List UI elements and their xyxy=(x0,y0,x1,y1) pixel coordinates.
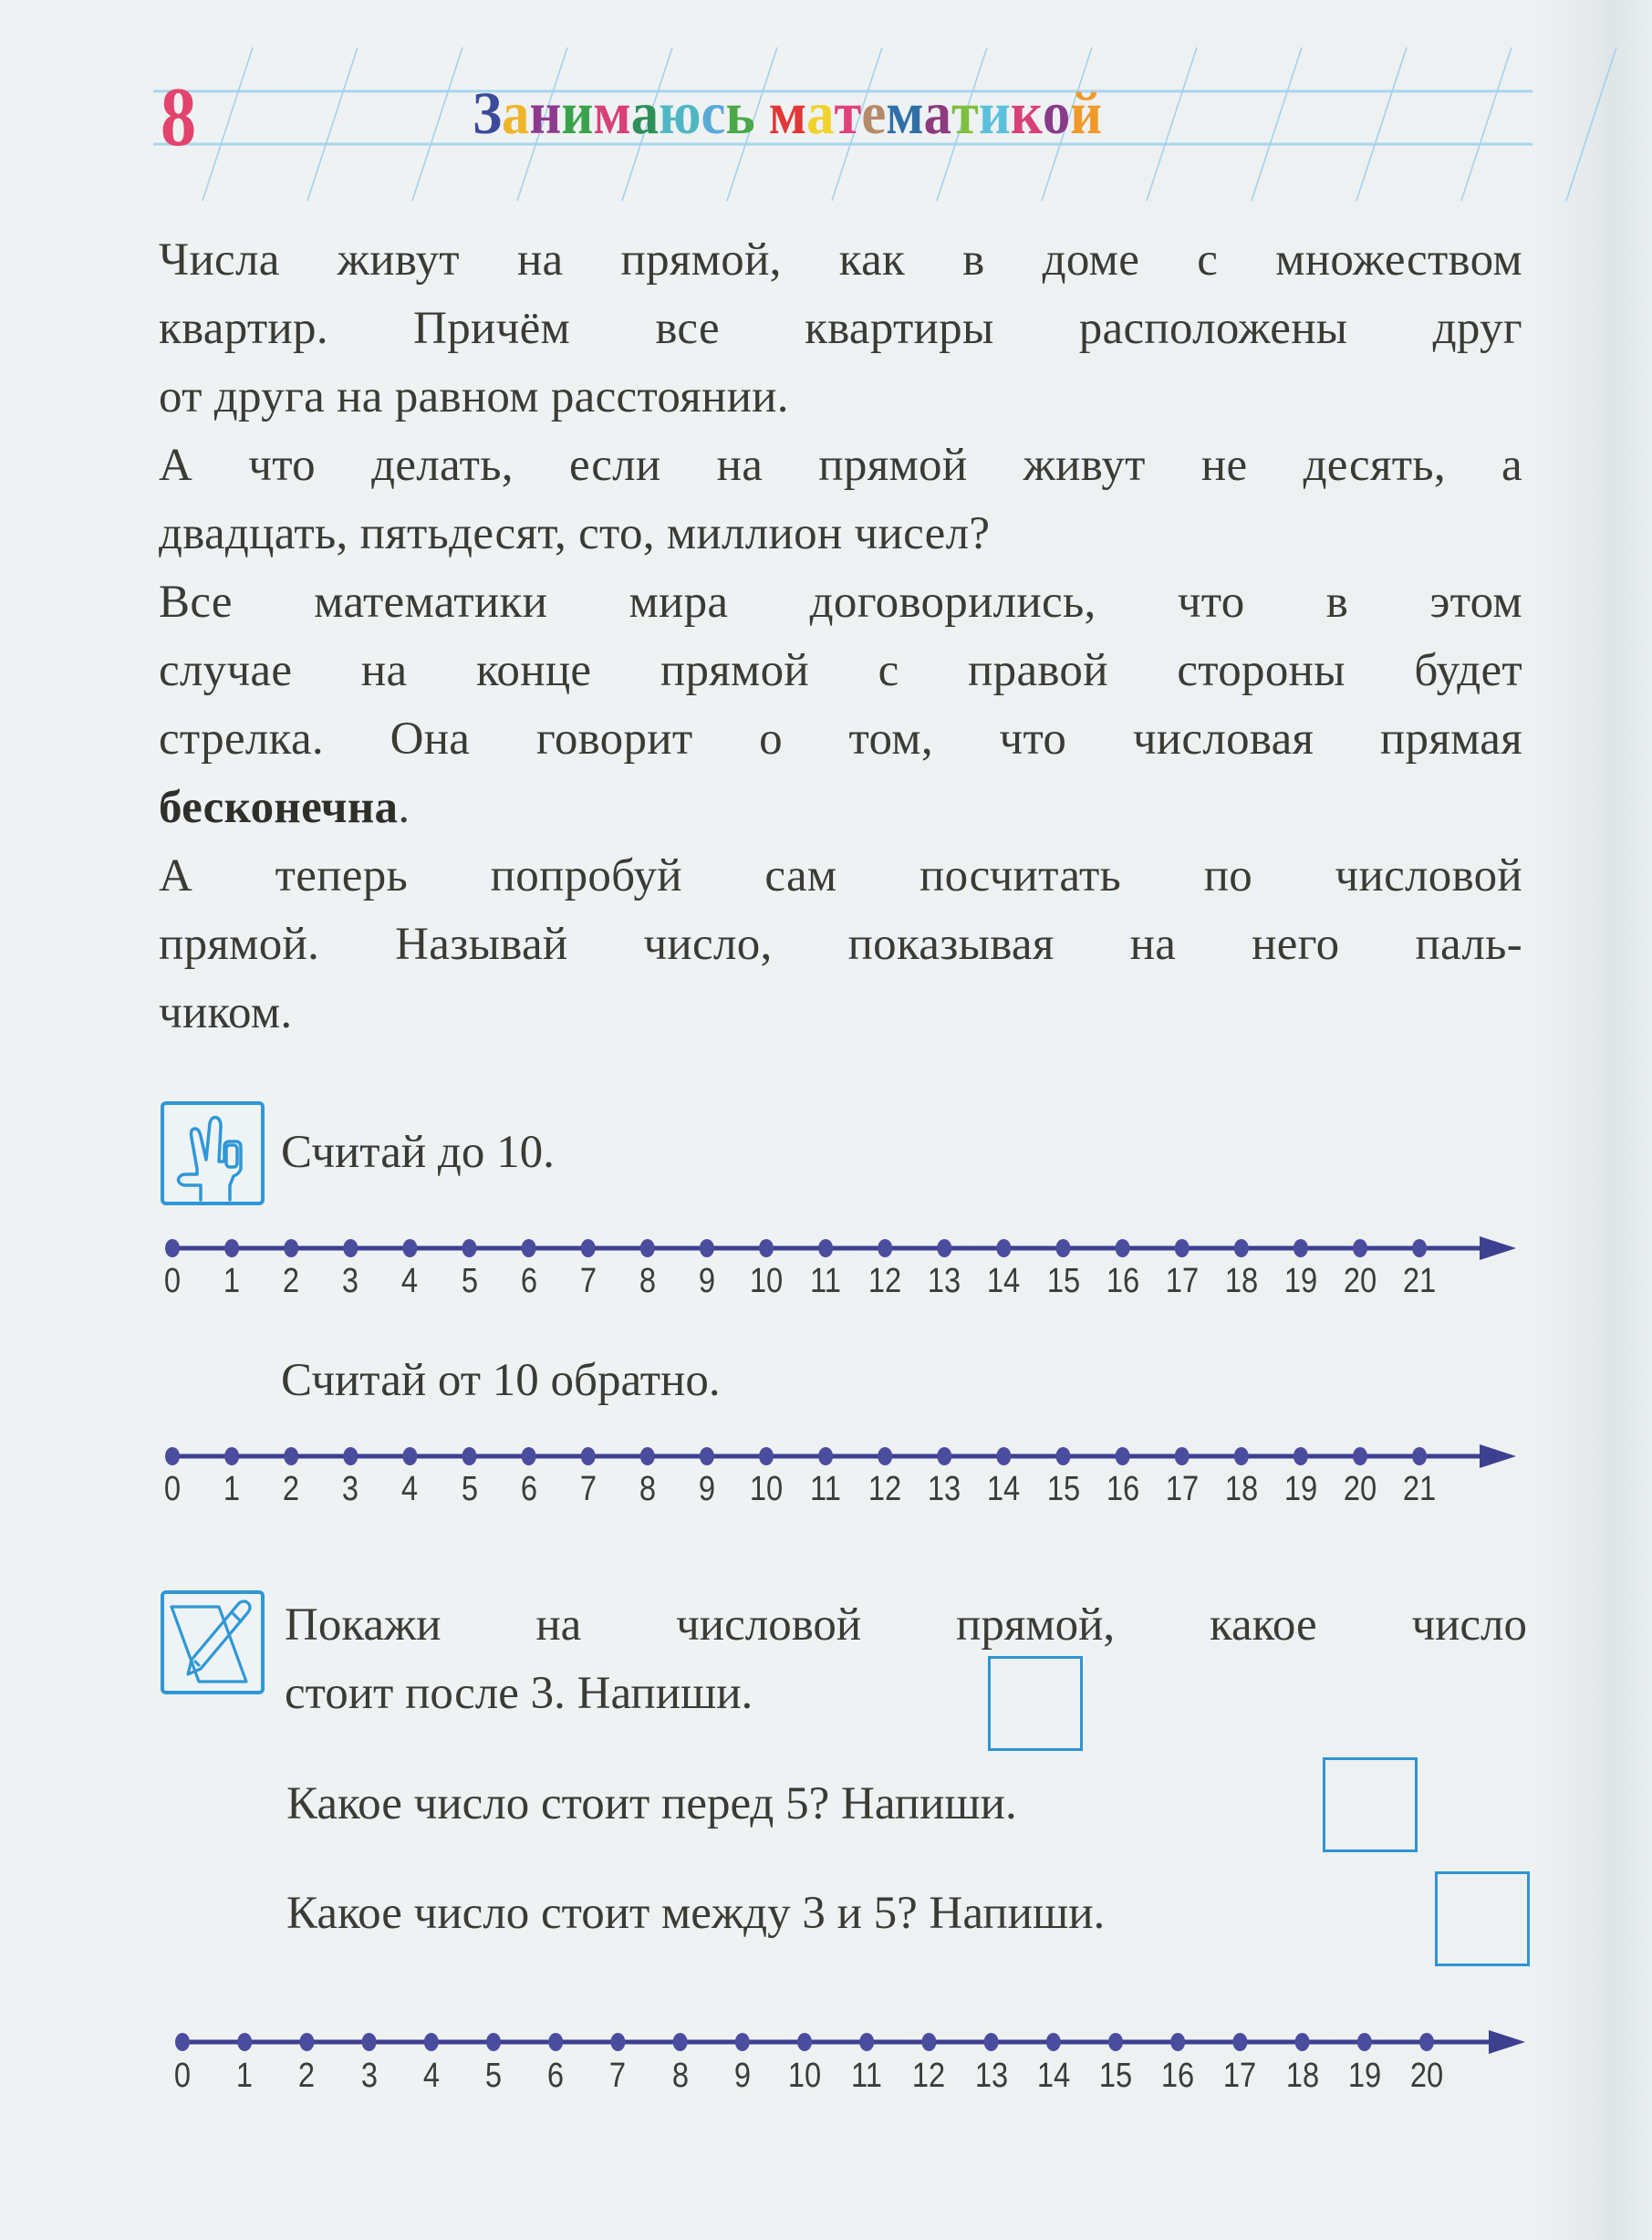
title-letter: о xyxy=(1042,80,1071,147)
intro-line: стрелка. Она говорит о том, что числовая прямая xyxy=(159,714,1522,765)
exercise2-instruction: Считай от 10 обратно. xyxy=(281,1355,721,1406)
tick-label: 12 xyxy=(868,1262,902,1300)
page-number: 8 xyxy=(161,70,197,163)
number-line-point xyxy=(1353,1239,1367,1257)
number-line-point xyxy=(859,2033,874,2051)
tick-label: 10 xyxy=(749,1470,784,1508)
tick-label: 3 xyxy=(342,1262,359,1300)
title-letter: к xyxy=(1010,80,1043,147)
number-line-point xyxy=(1294,1447,1308,1465)
intro-line: Все математики мира договорились, что в этом xyxy=(159,577,1522,628)
number-line-point xyxy=(1234,1239,1249,1257)
number-line-point xyxy=(284,1239,298,1257)
number-line-point xyxy=(1108,2033,1123,2051)
tick-label: 9 xyxy=(698,1470,715,1508)
title-letter: й xyxy=(1070,80,1103,147)
number-line-point xyxy=(462,1447,477,1465)
tick-label: 7 xyxy=(579,1470,597,1508)
number-line-point xyxy=(224,1447,239,1465)
tick-label: 12 xyxy=(912,2057,946,2095)
tick-label: 20 xyxy=(1409,2057,1444,2095)
tick-label: 10 xyxy=(787,2057,822,2095)
intro-line: случае на конце прямой с правой стороны будет xyxy=(159,645,1522,696)
tick-label: 0 xyxy=(163,1470,182,1508)
number-line-point xyxy=(1412,1447,1427,1465)
tick-label: 21 xyxy=(1402,1470,1437,1508)
number-line-point xyxy=(548,2033,563,2051)
number-line-point xyxy=(424,2033,439,2051)
pencil-writing-icon xyxy=(161,1590,265,1694)
tick-label: 8 xyxy=(671,2057,689,2095)
tick-label: 19 xyxy=(1283,1262,1318,1300)
number-line-point xyxy=(284,1447,298,1465)
tick-label: 9 xyxy=(698,1262,715,1300)
tick-label: 1 xyxy=(236,2057,254,2095)
title-letter: и xyxy=(978,80,1011,147)
title-letter: а xyxy=(923,80,952,147)
number-line-point xyxy=(343,1447,358,1465)
answer-box-between-3-and-5[interactable] xyxy=(1435,1871,1530,1966)
tick-label: 6 xyxy=(547,2057,565,2095)
title-letter: м xyxy=(593,80,631,147)
number-line-point xyxy=(878,1447,892,1465)
tick-label: 5 xyxy=(461,1262,478,1300)
title-letter: с xyxy=(701,80,726,147)
tick-label: 2 xyxy=(298,2057,316,2095)
tick-label: 13 xyxy=(928,1470,961,1508)
tick-label: 5 xyxy=(461,1470,478,1508)
title-letter: ю xyxy=(659,80,701,147)
number-line-point xyxy=(1232,2033,1247,2051)
tick-label: 14 xyxy=(987,1470,1021,1508)
number-line-point xyxy=(735,2033,750,2051)
tick-label: 2 xyxy=(283,1262,300,1300)
page-title xyxy=(473,80,1103,147)
tick-label: 17 xyxy=(1165,1262,1199,1300)
tick-label: 3 xyxy=(342,1470,359,1508)
tick-label: 4 xyxy=(401,1262,419,1300)
number-line-point xyxy=(343,1239,358,1257)
number-line-point xyxy=(165,1447,180,1465)
number-line-point xyxy=(402,1447,417,1465)
tick-label: 2 xyxy=(283,1470,300,1508)
tick-label: 16 xyxy=(1106,1470,1139,1508)
number-line-point xyxy=(1056,1447,1071,1465)
number-line-point xyxy=(1234,1447,1249,1465)
tick-label: 18 xyxy=(1224,1262,1258,1300)
number-line-point xyxy=(1419,2033,1434,2051)
title-letter: а xyxy=(630,80,660,147)
tick-label: 14 xyxy=(987,1262,1021,1300)
number-line-point xyxy=(1056,1239,1071,1257)
exercise3-q3: Какое число стоит между 3 и 5? Напиши. xyxy=(286,1888,1106,1939)
number-line-point xyxy=(224,1239,239,1257)
tick-label: 3 xyxy=(360,2057,378,2095)
title-letter: а xyxy=(502,80,530,147)
tick-label: 11 xyxy=(810,1262,842,1300)
tick-label: 5 xyxy=(484,2057,503,2095)
title-letter: е xyxy=(861,80,887,147)
number-line-point xyxy=(1116,1447,1130,1465)
number-line-point xyxy=(1357,2033,1372,2051)
tick-label: 17 xyxy=(1165,1470,1199,1508)
tick-label: 20 xyxy=(1343,1262,1377,1300)
title-letter: т xyxy=(834,80,862,147)
tick-label: 10 xyxy=(749,1262,784,1300)
number-line-point xyxy=(673,2033,688,2051)
number-line-point xyxy=(1116,1239,1130,1257)
tick-label: 12 xyxy=(868,1470,902,1508)
tick-label: 17 xyxy=(1223,2057,1257,2095)
tick-label: 6 xyxy=(520,1470,537,1508)
number-line-point xyxy=(1294,1239,1308,1257)
tick-label: 16 xyxy=(1106,1262,1139,1300)
number-line-point xyxy=(462,1239,477,1257)
number-line-point xyxy=(1175,1447,1190,1465)
number-line-2-labels xyxy=(0,1470,1652,1516)
tick-label: 19 xyxy=(1283,1470,1318,1508)
intro-line-bold: бесконечна. xyxy=(159,782,410,833)
tick-label: 0 xyxy=(163,1262,182,1300)
intro-line: квартир. Причём все квартиры расположены друг xyxy=(159,303,1522,354)
number-line-3-labels xyxy=(0,2057,1652,2102)
number-line-1-labels xyxy=(0,1262,1652,1308)
tick-label: 16 xyxy=(1161,2057,1195,2095)
tick-label: 4 xyxy=(422,2057,440,2095)
number-line-point xyxy=(362,2033,377,2051)
title-letter xyxy=(755,84,769,144)
number-line-point xyxy=(402,1239,417,1257)
number-line-point xyxy=(878,1239,892,1257)
exercise3-q1-line1: Покажи на числовой прямой, какое число xyxy=(285,1599,1527,1651)
intro-line: от друга на равном расстоянии. xyxy=(159,371,789,422)
number-line-point xyxy=(486,2033,501,2051)
tick-label: 11 xyxy=(810,1470,842,1508)
number-line-point xyxy=(1046,2033,1061,2051)
tick-label: 21 xyxy=(1402,1262,1437,1300)
number-line-point xyxy=(818,1447,833,1465)
intro-line: А теперь попробуй сам посчитать по числовой xyxy=(159,850,1522,901)
number-line-point xyxy=(522,1239,536,1257)
tick-label: 15 xyxy=(1098,2057,1133,2095)
tick-label: 1 xyxy=(223,1470,241,1508)
tick-label: 8 xyxy=(639,1470,656,1508)
number-line-point xyxy=(937,1447,951,1465)
exercise1-instruction: Считай до 10. xyxy=(281,1127,555,1178)
tick-label: 19 xyxy=(1347,2057,1381,2095)
number-line-point xyxy=(818,1239,833,1257)
number-line-point xyxy=(1175,1239,1190,1257)
intro-line: прямой. Называй число, показывая на него паль- xyxy=(159,919,1522,970)
arrow-right-icon xyxy=(1480,1444,1516,1468)
intro-line: чиком. xyxy=(159,987,293,1038)
number-line-point xyxy=(921,2033,936,2051)
tick-label: 8 xyxy=(639,1262,656,1300)
number-line-point xyxy=(996,1447,1011,1465)
title-letter: м xyxy=(768,80,807,147)
bold-term: бесконечна xyxy=(159,782,399,833)
tick-label: 9 xyxy=(733,2057,751,2095)
title-letter: ь xyxy=(725,80,755,147)
number-line-point xyxy=(797,2033,812,2051)
tick-label: 13 xyxy=(974,2057,1008,2095)
tick-label: 6 xyxy=(520,1262,537,1300)
number-line-point xyxy=(522,1447,536,1465)
number-line-point xyxy=(237,2033,252,2051)
tick-label: 20 xyxy=(1343,1470,1377,1508)
tick-label: 13 xyxy=(928,1262,961,1300)
number-line-point xyxy=(299,2033,314,2051)
tick-label: 18 xyxy=(1285,2057,1319,2095)
number-line-point xyxy=(759,1239,774,1257)
number-line-point xyxy=(984,2033,999,2051)
number-line-point xyxy=(996,1239,1011,1257)
title-letter: т xyxy=(951,80,979,147)
intro-line: двадцать, пятьдесят, сто, миллион чисел? xyxy=(159,508,991,559)
intro-line: А что делать, если на прямой живут не десять, а xyxy=(159,440,1522,491)
number-line-point xyxy=(165,1239,180,1257)
number-line-point xyxy=(610,2033,625,2051)
tick-label: 4 xyxy=(401,1470,419,1508)
tick-label: 1 xyxy=(223,1262,241,1300)
number-line-point xyxy=(175,2033,190,2051)
exercise3-q1-line2: стоит после 3. Напиши. xyxy=(285,1668,753,1719)
tick-label: 14 xyxy=(1036,2057,1070,2095)
number-line-point xyxy=(581,1447,596,1465)
tick-label: 11 xyxy=(851,2057,883,2095)
arrow-right-icon xyxy=(1480,1236,1516,1260)
answer-box-after-3[interactable] xyxy=(988,1656,1083,1751)
number-line-point xyxy=(1170,2033,1185,2051)
number-line-point xyxy=(1412,1239,1427,1257)
title-letter: а xyxy=(806,80,835,147)
number-line-point xyxy=(759,1447,774,1465)
number-line-point xyxy=(1353,1447,1367,1465)
intro-paragraph xyxy=(159,226,1522,1047)
tick-label: 15 xyxy=(1046,1262,1080,1300)
number-line-point xyxy=(640,1239,655,1257)
tick-label: 7 xyxy=(609,2057,627,2095)
number-line-point xyxy=(1295,2033,1310,2051)
intro-line: Числа живут на прямой, как в доме с множеством xyxy=(159,234,1522,286)
answer-box-before-5[interactable] xyxy=(1323,1757,1418,1852)
number-line-point xyxy=(581,1239,596,1257)
title-letter: и xyxy=(561,80,594,147)
tick-label: 0 xyxy=(173,2057,192,2095)
title-letter: н xyxy=(529,80,562,147)
number-line-point xyxy=(937,1239,951,1257)
hand-counting-icon xyxy=(161,1101,265,1205)
tick-label: 15 xyxy=(1046,1470,1080,1508)
title-letter: З xyxy=(473,80,503,147)
arrow-right-icon xyxy=(1489,2030,1525,2054)
number-line-point xyxy=(700,1239,714,1257)
title-letter: м xyxy=(886,80,924,147)
number-line-point xyxy=(640,1447,655,1465)
exercise3-q2: Какое число стоит перед 5? Напиши. xyxy=(286,1778,1017,1829)
tick-label: 7 xyxy=(579,1262,597,1300)
number-line-point xyxy=(700,1447,714,1465)
tick-label: 18 xyxy=(1224,1470,1258,1508)
